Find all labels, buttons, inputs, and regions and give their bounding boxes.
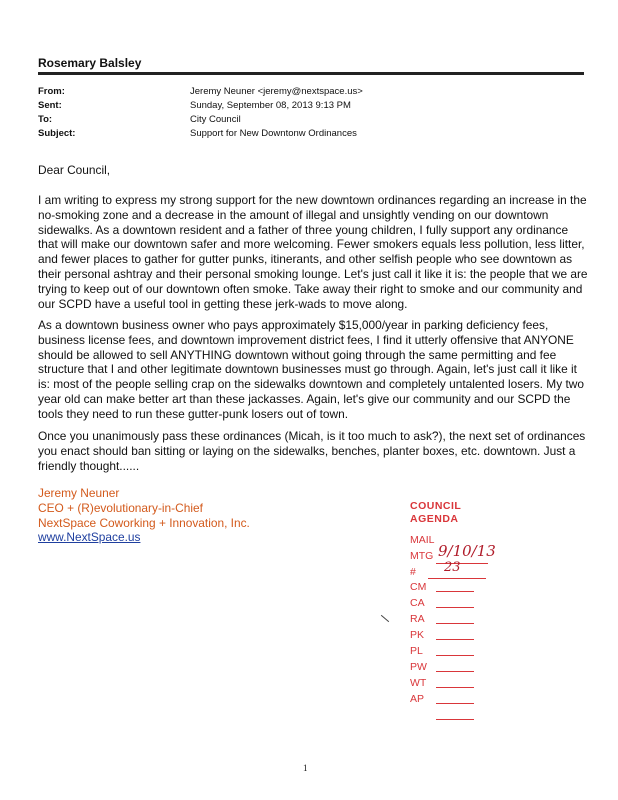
stamp-line-ap: [436, 703, 474, 704]
header-rule: [38, 72, 584, 75]
stamp-line-cm: [436, 591, 474, 592]
signature-company: NextSpace Coworking + Innovation, Inc.: [38, 515, 250, 530]
subject-label: Subject:: [38, 128, 76, 139]
stamp-line-pl: [436, 655, 474, 656]
body-paragraph-1: I am writing to express my strong support for the new downtown ordinances regarding an increase in the no-smoking zone and a decrease in the amount of illegal and unsightly vending on our downtown sidewalks. As a downtown resident and a father of three young children, I fully support any ordinance that will make our downtown safer and more welcoming. Fewer smokers equals less pollution, less litter, and fewer places to gather for gutter punks, itinerants, and other selfish people who see downtown as their personal ashtray and their personal smoking lounge. Let's just call it like it is: the people that we are trying to keep out of our downtown often smoke. Take away their right to smoke and our community and our SCPD have a useful tool in getting these jerk-wads to move along.: [38, 193, 588, 311]
stamp-mtg-date: 9/10/13: [438, 542, 496, 560]
sender-name: Rosemary Balsley: [38, 56, 142, 70]
to-label: To:: [38, 114, 53, 125]
from-label: From:: [38, 86, 65, 97]
stamp-line-pw: [436, 671, 474, 672]
signature-name: Jeremy Neuner: [38, 486, 120, 500]
stamp-mtg: MTG: [410, 550, 434, 562]
body-paragraph-3: Once you unanimously pass these ordinances (Micah, is it too much to ask?), the next set of ordinances you enact should ban sitting or laying on the sidewalks, benches, planter boxes, etc. downtown. Just a friendly thought......: [38, 429, 586, 473]
subject-value: Support for New Downtonw Ordinances: [190, 128, 357, 139]
body-paragraph-2: As a downtown business owner who pays approximately $15,000/year in parking deficiency fees, business license fees, and downtown improvement district fees, I find it utterly offensive that ANYONE should be allowed to sell ANYTHING downtown without going through the same permitting and fee structure that I and other legitimate downtown businesses must go through. Again, let's just call it like it is: most of the people selling crap on the sidewalks downtown and completely untalented losers. My two year old can make better art than these jackasses. Again, let's give our community and our SCPD the tools they need to run these gutter-punk losers out of town.: [38, 318, 584, 421]
signature-website-link[interactable]: www.NextSpace.us: [38, 530, 141, 545]
signature-title: CEO + (R)evolutionary-in-Chief: [38, 500, 203, 515]
stamp-hash-line: [428, 578, 486, 579]
pen-tick-mark: [381, 615, 389, 622]
stamp-code-wt: WT: [410, 677, 427, 689]
stamp-line-wt: [436, 687, 474, 688]
page-number: 1: [303, 763, 308, 773]
council-agenda-stamp: [394, 500, 514, 730]
sent-value: Sunday, September 08, 2013 9:13 PM: [190, 100, 351, 111]
stamp-mail: MAIL: [410, 534, 435, 546]
stamp-agenda: AGENDA: [410, 513, 459, 525]
greeting: Dear Council,: [38, 163, 111, 177]
stamp-hash: #: [410, 566, 416, 578]
stamp-council: COUNCIL: [410, 500, 462, 512]
stamp-code-ra: RA: [410, 613, 425, 625]
sent-label: Sent:: [38, 100, 62, 111]
stamp-line-extra: [436, 719, 474, 720]
signature-block: [38, 486, 250, 545]
stamp-code-ap: AP: [410, 693, 425, 705]
stamp-line-ra: [436, 623, 474, 624]
stamp-code-pl: PL: [410, 645, 423, 657]
stamp-code-pk: PK: [410, 629, 425, 641]
stamp-code-ca: CA: [410, 597, 425, 609]
stamp-code-cm: CM: [410, 581, 427, 593]
stamp-code-pw: PW: [410, 661, 427, 673]
stamp-hash-value: 23: [444, 560, 461, 575]
stamp-line-pk: [436, 639, 474, 640]
stamp-line-ca: [436, 607, 474, 608]
from-value: Jeremy Neuner <jeremy@nextspace.us>: [190, 86, 363, 97]
to-value: City Council: [190, 114, 241, 125]
